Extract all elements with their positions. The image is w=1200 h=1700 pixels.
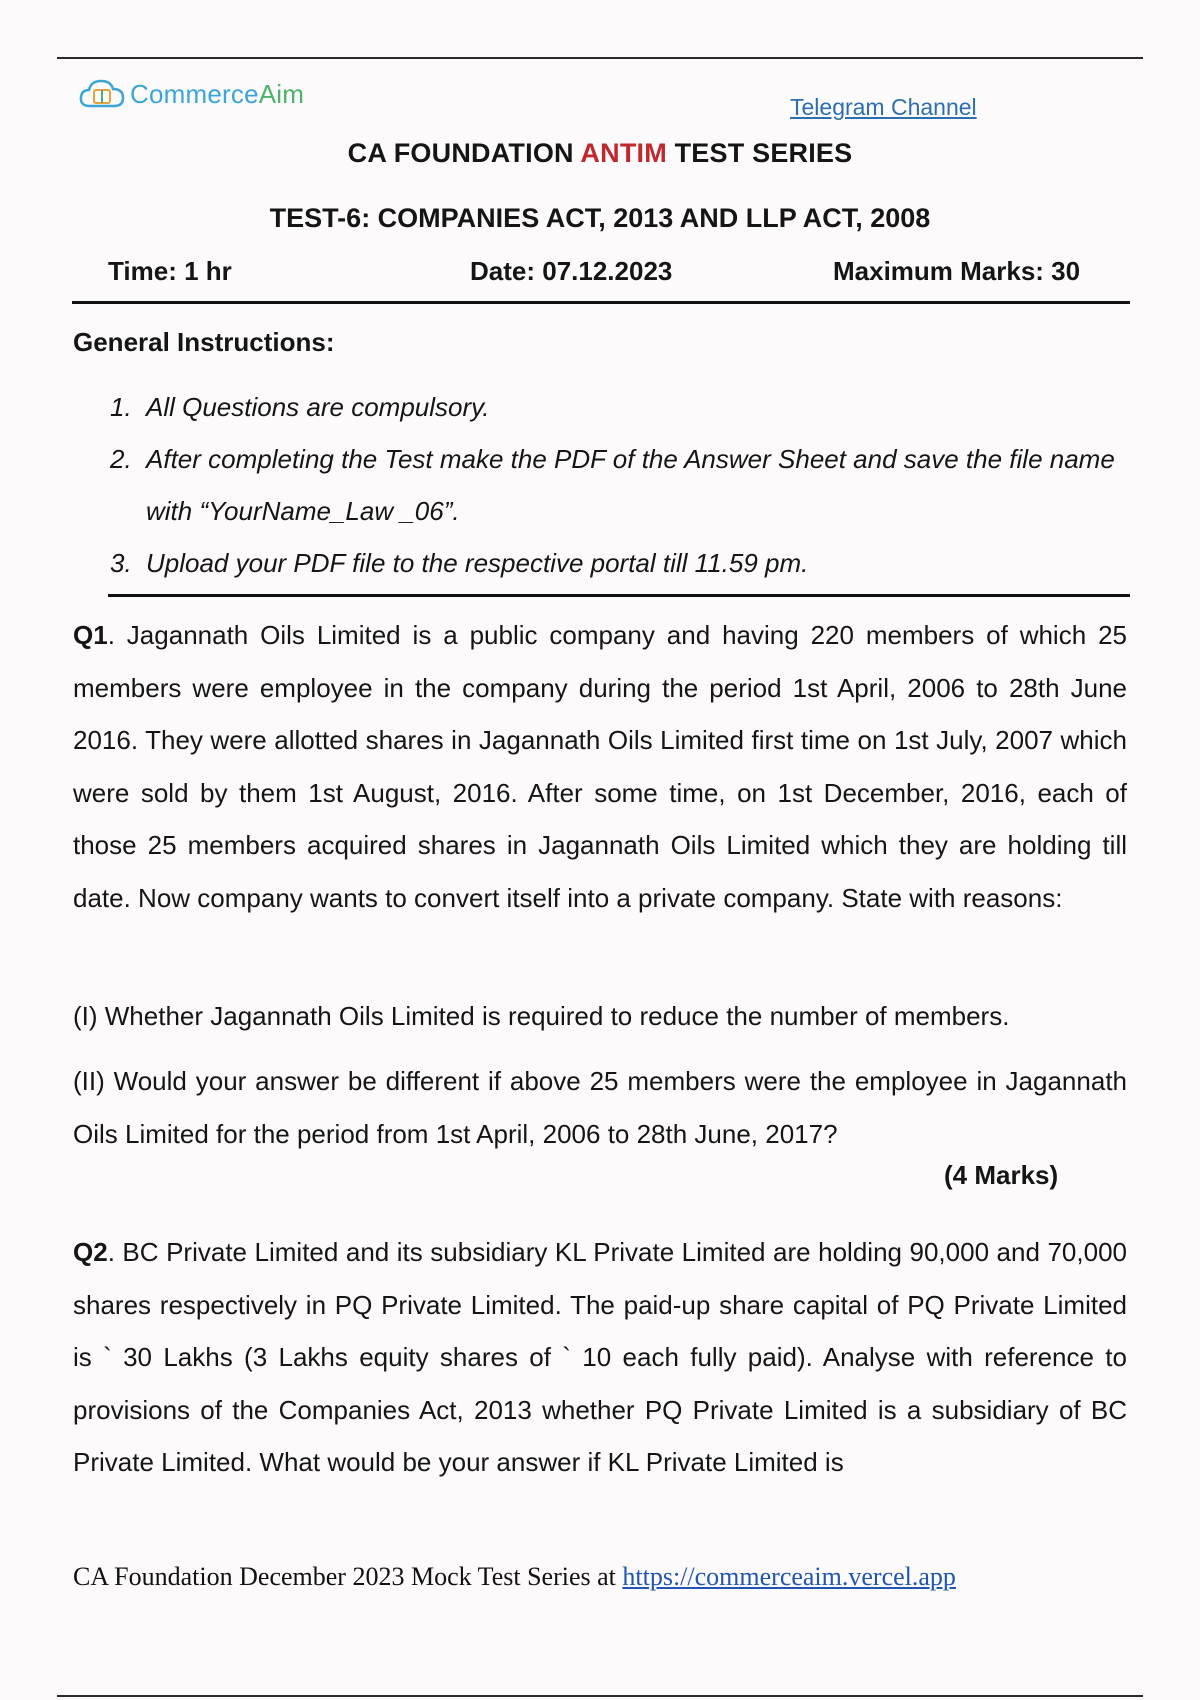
- telegram-channel-link[interactable]: Telegram Channel: [790, 94, 977, 120]
- instructions-title: General Instructions:: [73, 327, 335, 357]
- bottom-rule: [57, 1695, 1143, 1697]
- commerceaim-logo: [78, 76, 304, 112]
- test-title: TEST-6: COMPANIES ACT, 2013 AND LLP ACT, 2008: [269, 203, 931, 233]
- date-label: Date: 07.12.2023: [470, 256, 673, 286]
- question-1-part-ii: (II) Would your answer be different if above 25 members were the employee in Jagannath Oils Limited for the period from 1st April, 2006 to 28th June, 2017?: [73, 1066, 1127, 1149]
- instruction-item: 3. Upload your PDF file to the respective portal till 11.59 pm.: [110, 548, 809, 578]
- time-label: Time: 1 hr: [108, 256, 232, 286]
- footer-text: CA Foundation December 2023 Mock Test Series at: [73, 1562, 623, 1591]
- question-1-label: Q1: [73, 620, 108, 650]
- cloud-book-icon: [78, 76, 126, 112]
- question-1-part-i: (I) Whether Jagannath Oils Limited is required to reduce the number of members.: [73, 1001, 1010, 1031]
- logo-wordmark: CommerceAim: [130, 78, 305, 109]
- question-2: [73, 1226, 1127, 1489]
- footer-website-link[interactable]: https://commerceaim.vercel.app: [622, 1562, 956, 1591]
- question-1: [73, 609, 1127, 924]
- header-divider: [72, 301, 1130, 304]
- top-rule: [57, 57, 1143, 59]
- footer: [73, 1562, 956, 1592]
- max-marks-label: Maximum Marks: 30: [833, 256, 1081, 286]
- instructions-divider: [108, 594, 1130, 597]
- instruction-item: 2. After completing the Test make the PDF of the Answer Sheet and save the file name with “YourName_Law _06”.: [110, 444, 1115, 526]
- question-2-label: Q2: [73, 1237, 108, 1267]
- instructions-list: [110, 381, 1120, 589]
- question-1-text: . Jagannath Oils Limited is a public company and having 220 members of which 25 members were employee in the company during the period 1st April, 2006 to 28th June 2016. They were allotted shares in Jagannath Oils Limited first time on 1st July, 2007 which were sold by them 1st August, 2016. After some time, on 1st December, 2016, each of those 25 members acquired shares in Jagannath Oils Limited which they are holding till date. Now company wants to convert itself into a private company. State with reasons:: [73, 620, 1127, 913]
- instruction-item: 1. All Questions are compulsory.: [110, 392, 490, 422]
- question-1-marks: (4 Marks): [944, 1160, 1059, 1190]
- question-2-text: . BC Private Limited and its subsidiary KL Private Limited are holding 90,000 and 70,000 shares respectively in PQ Private Limited. The paid-up share capital of PQ Private Limited is ` 30 Lakhs (3 Lakhs equity shares of ` 10 each fully paid). Analyse with reference to provisions of the Companies Act, 2013 whether PQ Private Limited is a subsidiary of BC Private Limited. What would be your answer if KL Private Limited is: [73, 1237, 1127, 1477]
- series-title: CA FOUNDATION ANTIM TEST SERIES: [347, 138, 853, 168]
